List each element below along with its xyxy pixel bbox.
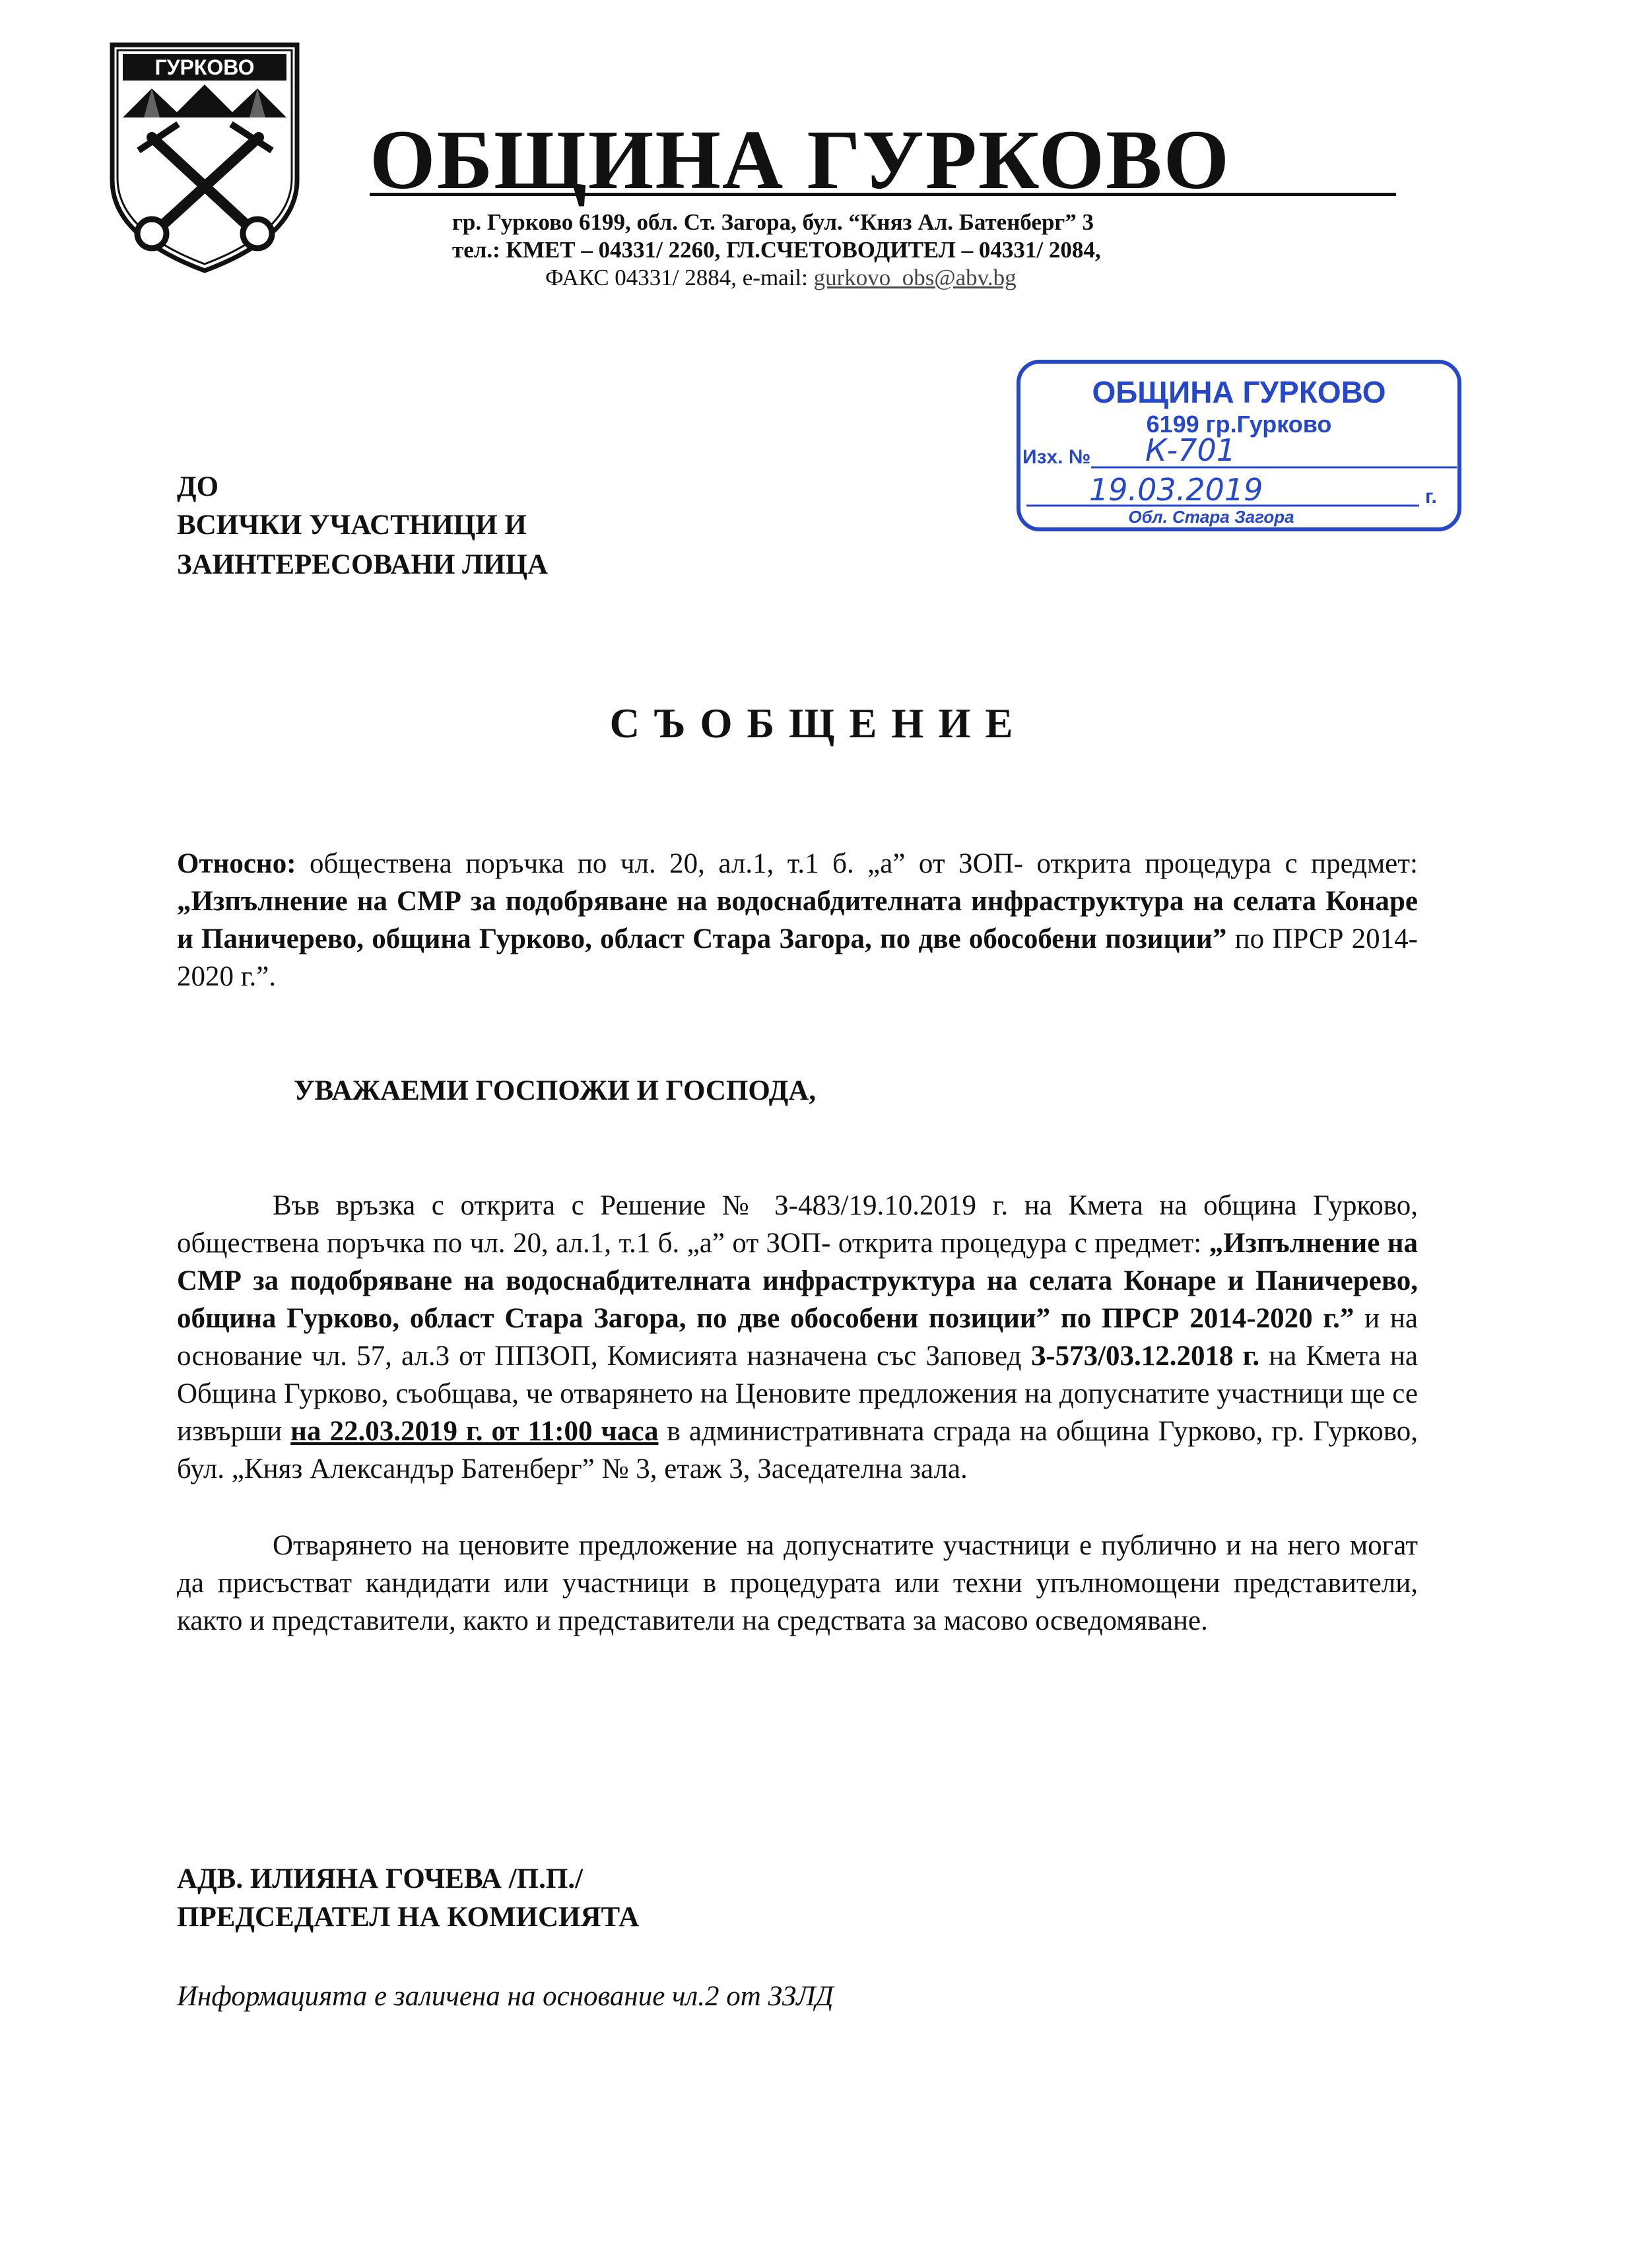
address-line-2: тел.: КМЕТ – 04331/ 2260, ГЛ.СЧЕТОВОДИТЕЛ – 04331/ 2084, — [452, 237, 1101, 263]
stamp-number-label: Изх. № — [1022, 446, 1091, 468]
addressee-to: ДО — [177, 471, 219, 502]
subject-tail: по ПРСР 2014-2020 г.”. — [177, 923, 1419, 992]
signatory-name: АДВ. ИЛИЯНА ГОЧЕВА /П.П./ — [177, 1863, 584, 1894]
stamp-number-value: К-701 — [1145, 432, 1236, 468]
coat-of-arms-logo — [106, 38, 304, 276]
address-line-3 — [545, 264, 1017, 292]
body1-part1: Във връзка с открита с Решение № З-483/19.10.2019 г. на Кмета на община Гурково, обществена поръчка по чл. 20, ал.1, т.1 б. „а” от ЗОП- открита процедура с предмет: — [177, 1190, 1418, 1259]
subject-paragraph — [177, 845, 1418, 995]
addressee-line-1: ВСИЧКИ УЧАСТНИЦИ И — [177, 510, 527, 541]
body-paragraph-1 — [177, 1187, 1418, 1488]
stamp-region: Обл. Стара Загора — [1128, 507, 1294, 527]
registration-stamp — [1013, 356, 1465, 535]
stamp-title: ОБЩИНА ГУРКОВО — [1092, 375, 1386, 409]
signatory-position: ПРЕДСЕДАТЕЛ НА КОМИСИЯТА — [177, 1902, 640, 1933]
body1-subject: „Изпълнение на СМР за подобряване на водоснабдителната инфраструктура на селата Конаре и Паничерево, община Гурково, област Стара Загора, по две обособени позиции” — [177, 1228, 1419, 1334]
subject-label: Относно: — [177, 848, 296, 879]
subject-text: обществена поръчка по чл. 20, ал.1, т.1 б. „а” от ЗОП- открита процедура с предмет: — [296, 848, 1418, 879]
body1-order: З-573/03.12.2018 г. — [1030, 1341, 1260, 1372]
body1-datetime: на 22.03.2019 г. от 11:00 часа — [290, 1416, 659, 1447]
coat-label: ГУРКОВО — [154, 55, 255, 79]
body1-part5: в административната сграда на община Гурково, гр. Гурково, бул. „Княз Александър Батенберг” № 3, етаж 3, Заседателна зала. — [177, 1416, 1418, 1484]
body1-part4: на Кмета на Община Гурково, съобщава, че отварянето на Ценовите предложения на допуснатите участници ще се извърши — [177, 1341, 1418, 1447]
fax-text: ФАКС 04331/ 2884, e-mail: — [545, 265, 814, 290]
stamp-city: 6199 гр.Гурково — [1146, 411, 1332, 438]
greeting: УВАЖАЕМИ ГОСПОЖИ И ГОСПОДА, — [294, 1075, 817, 1106]
address-line-1: гр. Гурково 6199, обл. Ст. Загора, бул. “Княз Ал. Батенберг” 3 — [452, 209, 1094, 235]
body-paragraph-2: Отварянето на ценовите предложение на допуснатите участници е публично и на него могат да присъстват кандидати или участници в процедурата или техни упълномощени представители, както и представители, както и представители на средствата за масово осведомяване. — [177, 1530, 1418, 1636]
body1-part3: и на основание чл. 57, ал.3 от ППЗОП, Комисията назначена със Заповед — [177, 1303, 1419, 1372]
body1-part2: по ПРСР 2014-2020 г.” — [1050, 1303, 1354, 1334]
redaction-note: Информацията е заличена на основание чл.2 от ЗЗЛД — [177, 1981, 834, 2012]
municipality-title: ОБЩИНА ГУРКОВО — [370, 113, 1230, 207]
subject-bold: „Изпълнение на СМР за подобряване на водоснабдителната инфраструктура на селата Конаре и Паничерево, община Гурково, област Стара Загора, по две обособени позиции” — [177, 886, 1418, 954]
header-rule — [370, 193, 1396, 196]
stamp-date-value: 19.03.2019 — [1089, 472, 1263, 508]
stamp-year-suffix: г. — [1425, 486, 1437, 508]
addressee-line-2: ЗАИНТЕРЕСОВАНИ ЛИЦА — [177, 549, 549, 580]
document-title: СЪОБЩЕНИЕ — [609, 700, 1028, 747]
email-link[interactable]: gurkovo_obs@abv.bg — [813, 265, 1017, 290]
